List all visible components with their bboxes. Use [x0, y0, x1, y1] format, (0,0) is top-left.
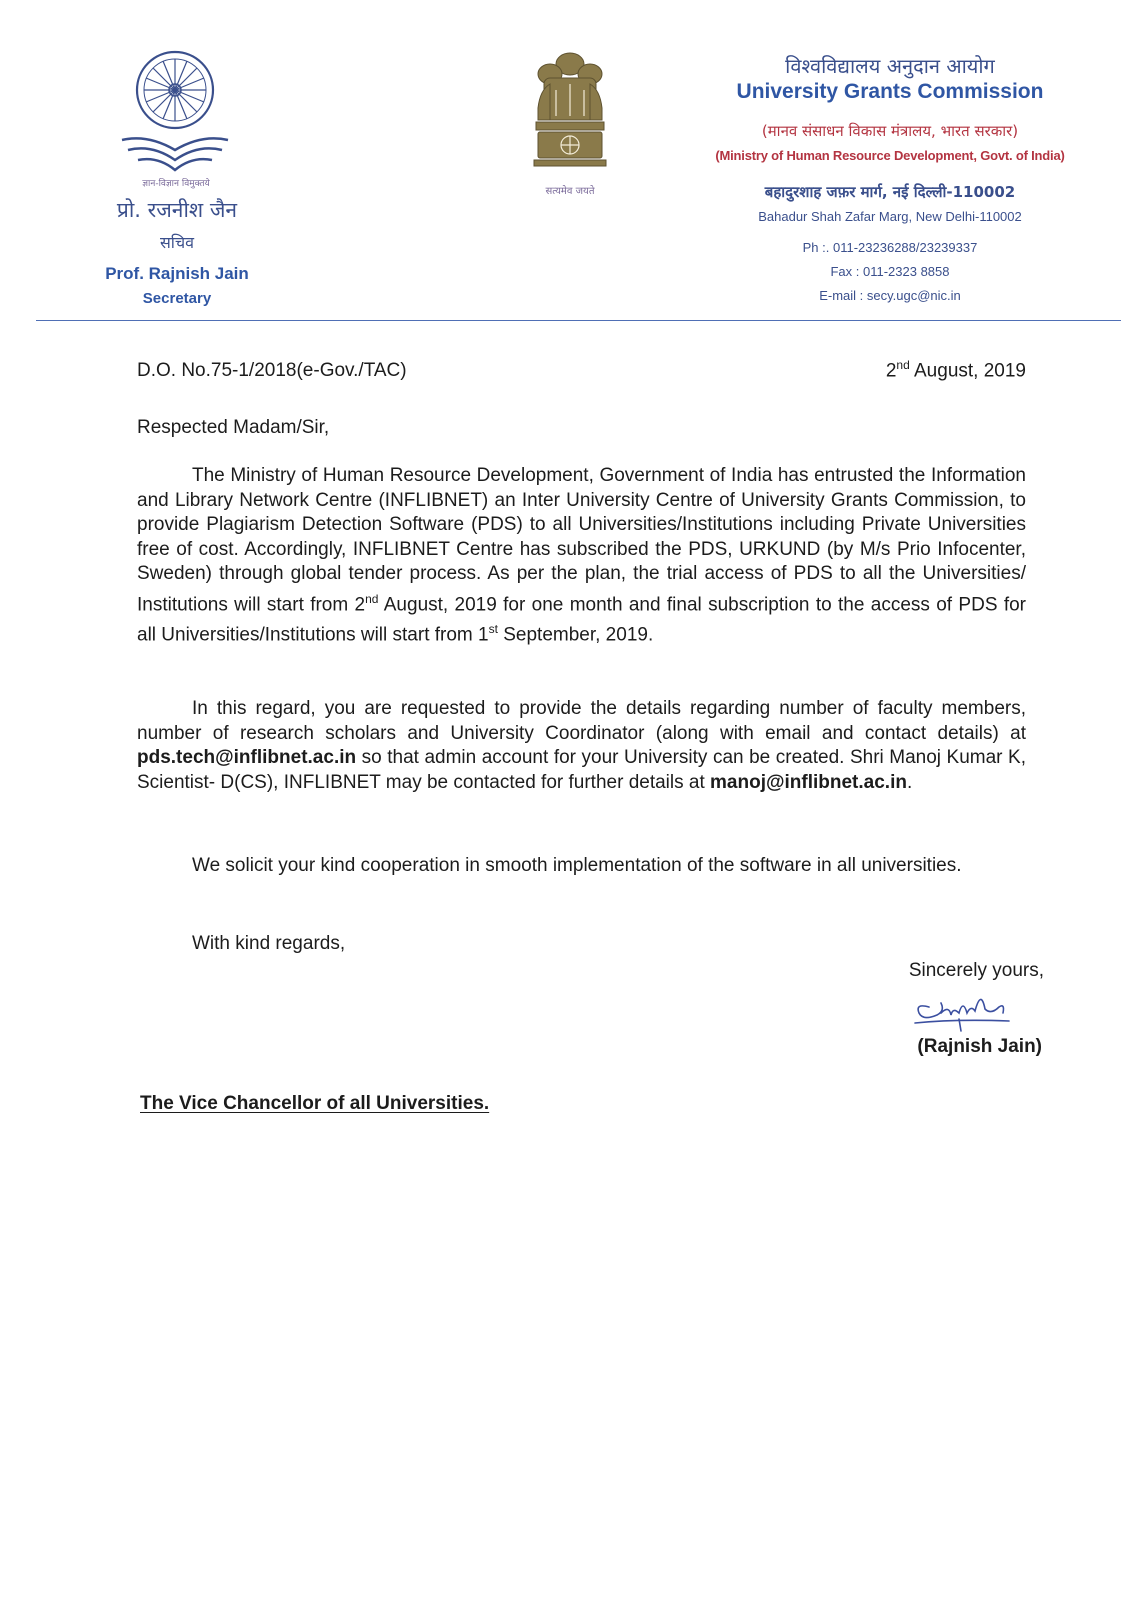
- pds-tech-email: pds.tech@inflibnet.ac.in: [137, 747, 357, 768]
- national-emblem-icon: [520, 50, 620, 182]
- emblem-motto: सत्यमेव जयते: [545, 186, 595, 197]
- ugc-logo-icon: [108, 42, 242, 184]
- paragraph-1-text-b: August, 2019 for one month and final subscription to the access of PDS for all Universities/Institutions will start from 1: [137, 593, 1027, 646]
- signatory-name: (Rajnish Jain): [917, 1036, 1042, 1057]
- sign-off: Sincerely yours,: [908, 960, 1044, 981]
- date-day: 2: [885, 360, 897, 382]
- letterhead-email: E-mail : secy.ugc@nic.in: [819, 288, 961, 303]
- date-rest: August, 2019: [909, 360, 1026, 382]
- paragraph-2-text-b: so that admin account for your University can be created. Shri Manoj Kumar K, Scientist- D(CS), INFLIBNET may be contacted for further details at: [137, 747, 1026, 793]
- phone-numbers: Ph :. 011-23236288/23239337: [802, 240, 978, 255]
- paragraph-3: [137, 854, 1026, 879]
- secretary-name-hindi: प्रो. रजनीश जैन: [116, 198, 238, 222]
- paragraph-3-text: We solicit your kind cooperation in smooth implementation of the software in all universities.: [192, 855, 962, 876]
- signature-image: [905, 985, 1015, 1033]
- paragraph-1-text-c: September, 2019.: [497, 624, 654, 646]
- closing-line: With kind regards,: [192, 933, 346, 954]
- paragraph-2-text-c: .: [906, 771, 913, 793]
- date-suffix: nd: [896, 358, 910, 372]
- salutation: Respected Madam/Sir,: [137, 417, 330, 438]
- addressee: The Vice Chancellor of all Universities.: [140, 1093, 490, 1114]
- paragraph-1-text-a: The Ministry of Human Resource Development, Government of India has entrusted the Information and Library Network Centre (INFLIBNET) an Inter University Centre of University Grants Commission, to provide Plagiarism Detection Software (PDS) to all Universities/Institutions including Private Universities free of cost. Accordingly, INFLIBNET Centre has subscribed the PDS, URKUND (by M/s Prio Infocenter, Sweden) through global tender process. As per the plan, the trial access of PDS to all the Universities/ Institutions will start from 2: [137, 465, 1026, 615]
- secretary-title-hindi: सचिव: [159, 233, 195, 252]
- reference-number: D.O. No.75-1/2018(e-Gov./TAC): [137, 360, 407, 381]
- paragraph-2: [137, 697, 1026, 795]
- org-name-hindi: विश्वविद्यालय अनुदान आयोग: [785, 54, 995, 78]
- address-english: Bahadur Shah Zafar Marg, New Delhi-110002: [758, 209, 1022, 224]
- ministry-english: (Ministry of Human Resource Development, Govt. of India): [715, 148, 1065, 163]
- ugc-motto: ज्ञान-विज्ञान विमुक्तये: [142, 179, 210, 189]
- fax-number: Fax : 011-2323 8858: [830, 264, 950, 279]
- header-divider: [36, 320, 1121, 321]
- paragraph-2-text-a: In this regard, you are requested to provide the details regarding number of faculty members, number of research scholars and University Coordinator (along with email and contact details) at: [137, 698, 1026, 744]
- paragraph-1-sup-a: nd: [365, 591, 379, 606]
- org-name-english: University Grants Commission: [736, 80, 1044, 103]
- letter-date: [820, 358, 1026, 382]
- secretary-name-english: Prof. Rajnish Jain: [105, 264, 249, 283]
- ministry-hindi: (मानव संसाधन विकास मंत्रालय, भारत सरकार): [761, 122, 1019, 140]
- address-hindi: बहादुरशाह जफ़र मार्ग, नई दिल्ली-110002: [764, 183, 1016, 201]
- secretary-title-english: Secretary: [142, 290, 212, 307]
- manoj-email: manoj@inflibnet.ac.in: [710, 771, 907, 793]
- paragraph-1-sup-b: st: [488, 622, 498, 637]
- paragraph-1: [137, 464, 1026, 648]
